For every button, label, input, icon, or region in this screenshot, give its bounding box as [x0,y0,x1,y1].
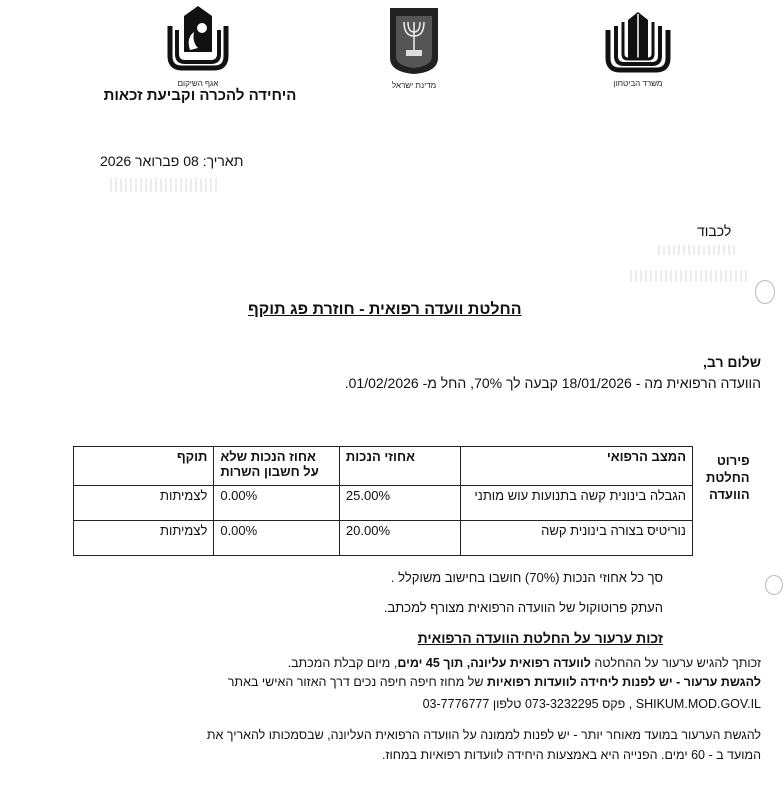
intro-mid: קבעה לך 70%, החל מ- [422,375,558,391]
table-header-row [74,447,693,486]
late-appeal-line-2: המועד ב - 60 ימים. הפנייה היא באמצעות היחידה לוועדות רפואיות במחוז. [381,748,761,762]
appeal-p1-b: לוועדה רפואית עליונה, תוך 45 ימים [397,656,591,670]
greeting: שלום רב, [703,354,761,370]
intro-prefix: הוועדה הרפואית מה - [635,375,761,391]
committee-date: 18/01/2026 [561,375,632,391]
side-label-line: פירוט [716,453,750,468]
appeal-p1-c: , מיום קבלת המכתב. [287,656,398,670]
rehabilitation-division-logo [160,4,236,88]
left-logo-caption: אגף השיקום [177,79,219,88]
cell-percent: 20.00% [339,521,460,556]
intro-line [345,375,761,391]
redacted-recipient-address [630,270,750,282]
side-label-line: הוועדה [708,487,750,502]
letter-subject: החלטת וועדה רפואית - חוזרת פג תוקף [248,301,522,318]
right-logo-caption: משרד הביטחון [613,79,663,88]
date-label: תאריך: [202,153,244,169]
appeal-contact-line: SHIKUM.MOD.GOV.IL , פקס 073-3232295 טלפון 03-7776777 [422,697,761,711]
rehabilitation-logo-icon [160,4,236,74]
date-value: 08 פברואר 2026 [100,153,199,169]
late-appeal-line-1: להגשת הערעור במועד מאוחר יותר - יש לפנות לממונה על הוועדה הרפואית העליונה, שבסמכותו להאריך את [206,728,761,742]
ministry-of-defense-logo [602,10,674,94]
table-row [74,486,693,521]
appeal-p2-a: להגשת ערעור - יש לפנות ליחידה לוועדות רפואיות [486,675,761,689]
col-not-service-percent: אחוז הנכות שלא על חשבון השרות [214,447,340,486]
protocol-line: העתק פרוטוקול של הוועדה הרפואית מצורף למכתב. [383,600,663,615]
letter-date [100,153,243,169]
appeal-paragraph-2 [228,675,761,689]
decision-side-label [706,452,750,503]
scan-mark [755,280,775,304]
center-logo-caption: מדינת ישראל [391,81,437,90]
cell-percent: 25.00% [339,486,460,521]
appeal-paragraph-1 [288,656,761,670]
defense-ministry-icon [602,10,674,74]
table-row [74,521,693,556]
state-emblem [386,6,442,90]
cell-not-service: 0.00% [214,486,340,521]
col-disability-percent: אחוזי הנכות [339,447,460,486]
cell-validity: לצמיתות [74,486,214,521]
cell-not-service: 0.00% [214,521,340,556]
appeal-p1-a: זכותך להגיש ערעור על ההחלטה [590,656,761,670]
redacted-recipient [658,245,738,255]
cell-condition: הגבלה בינונית קשה בתנועות עוש מותני [460,486,692,521]
appeal-p2-b: של מחוז חיפה חיפה נכים דרך האזור האישי באתר [227,675,487,689]
cell-validity: לצמיתות [74,521,214,556]
recipient-label: לכבוד [697,223,732,239]
col-medical-condition: המצב הרפואי [460,447,692,486]
total-disability-line: סך כל אחוזי הנכות (70%) חושבו בחישוב משוקלל . [390,570,663,585]
decision-table [73,446,693,556]
cell-condition: נוריטיס בצורה בינונית קשה [460,521,692,556]
scan-mark [765,575,783,595]
unit-title: היחידה להכרה וקביעת זכאות [103,87,297,104]
appeal-heading: זכות ערעור על החלטת הוועדה הרפואית [417,630,663,646]
redacted-block [110,178,220,192]
side-label-line: החלטת [706,470,750,485]
effective-date: 01/02/2026. [344,375,419,391]
menorah-emblem-icon [386,6,442,76]
col-validity: תוקף [74,447,214,486]
